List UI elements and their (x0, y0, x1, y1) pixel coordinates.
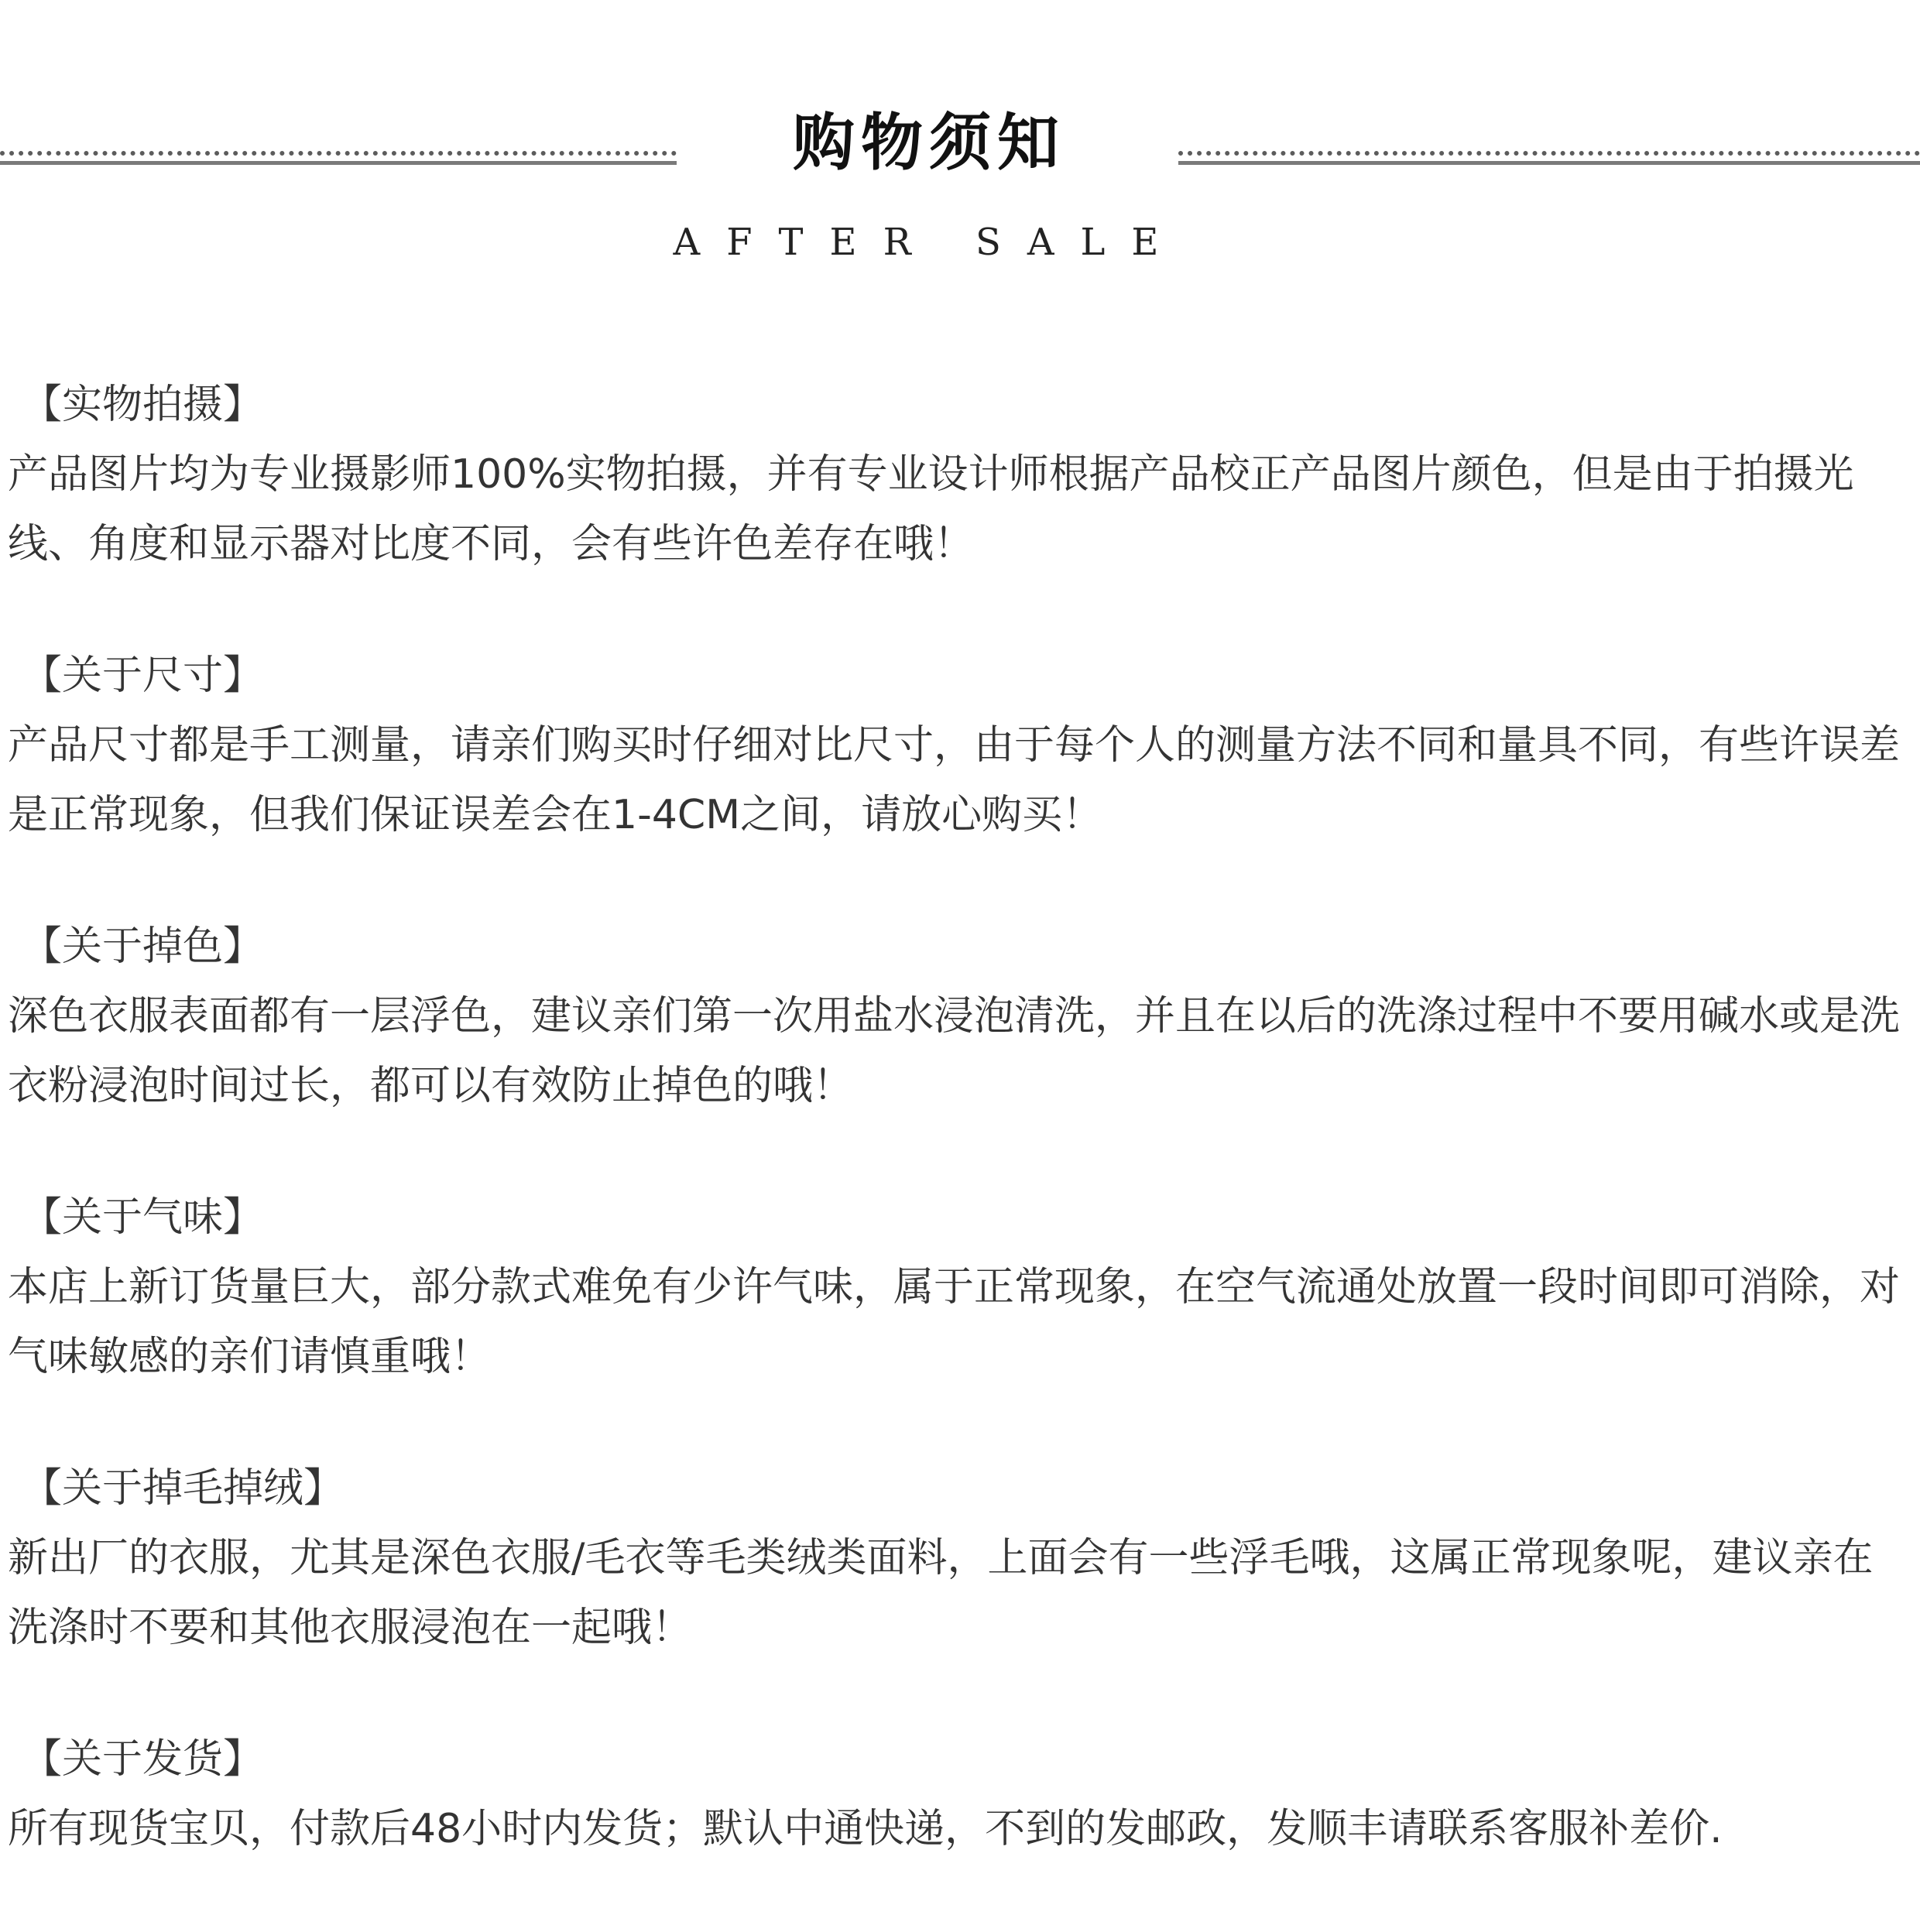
section-size (8, 641, 1912, 850)
section-title: 【关于掉毛掉绒】 (22, 1465, 345, 1512)
section-title: 【实物拍摄】 (22, 382, 264, 428)
section-real-photos (8, 370, 1912, 579)
section-body: 产品图片均为专业摄影师100%实物拍摄，并有专业设计师根据产品校正产品图片颜色，但是由于拍摄光线、角度和显示器对比度不同，会有些许色差存在哦！ (8, 451, 1854, 567)
section-title: 【关于发货】 (22, 1736, 264, 1783)
section-odor (8, 1183, 1912, 1392)
section-title: 【关于气味】 (22, 1194, 264, 1241)
notice-content (8, 370, 1912, 1926)
left-divider (0, 151, 677, 165)
section-shipping (8, 1725, 1912, 1864)
section-body: 本店上新订货量巨大，部分款式难免有少许气味，属于正常现象，在空气流通处放置一段时间即可消除，对气味敏感的亲们请慎重哦！ (8, 1264, 1901, 1380)
section-title: 【关于掉色】 (22, 923, 264, 970)
page-header (0, 0, 1920, 310)
right-divider (1178, 151, 1920, 165)
section-body: 新出厂的衣服，尤其是深色衣服/毛衣等毛类绒类面料，上面会有一些浮毛哦，这属正常现象呢，建议亲在洗涤时不要和其他衣服浸泡在一起哦！ (8, 1535, 1874, 1651)
section-body: 所有现货宝贝，付款后48小时内发货；默认中通快递，不到的发邮政，发顺丰请联系客服补差价. (8, 1806, 1723, 1852)
section-body: 产品尺寸都是手工测量，请亲们购买时仔细对比尺寸，由于每个人的测量方法不同和量具不同，有些许误差是正常现象，但我们保证误差会在1-4CM之间，请放心购买！ (8, 722, 1901, 838)
section-title: 【关于尺寸】 (22, 653, 264, 699)
section-fading (8, 912, 1912, 1121)
page-title: 购物须知 (793, 107, 1065, 179)
section-body: 深色衣服表面都有一层浮色，建议亲们第一次用盐水浸泡清洗，并且在以后的洗涤过程中不要用碱水或是洗衣粉浸泡时间过长，都可以有效防止掉色的哦！ (8, 993, 1901, 1109)
page-subtitle: AFTER SALE (673, 221, 1185, 264)
section-shedding (8, 1454, 1912, 1663)
